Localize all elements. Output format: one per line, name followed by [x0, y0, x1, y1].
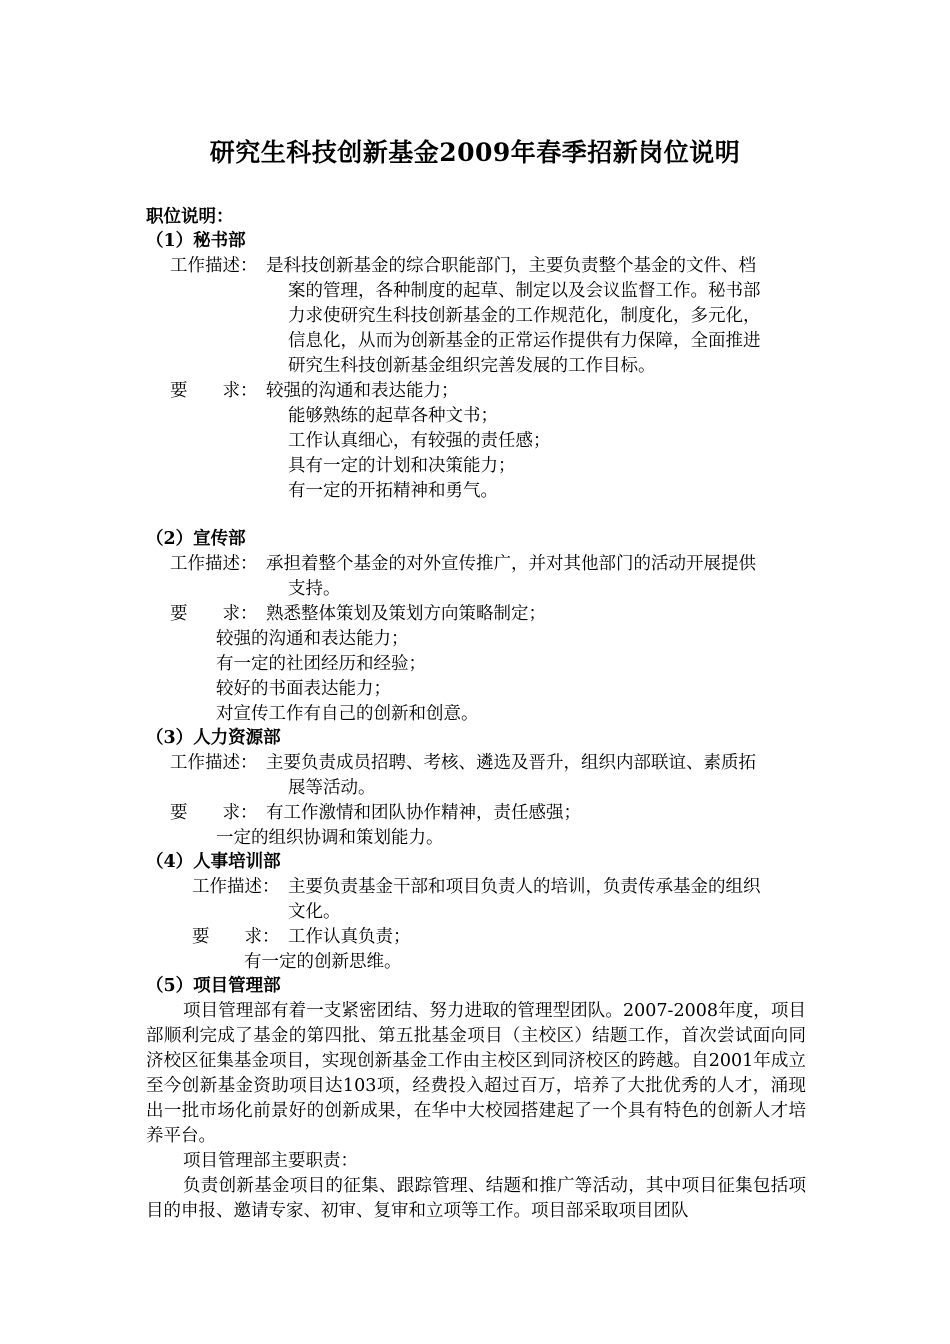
- s1-desc-line: 信息化，从而为创新基金的正常运作提供有力保障，全面推进: [288, 331, 761, 351]
- s3-desc-label: 工作描述：: [170, 753, 258, 773]
- s2-req-line: 熟悉整体策划及策划方向策略制定；: [266, 604, 546, 624]
- s2-req-line: 对宣传工作有自己的创新和创意。: [216, 704, 479, 724]
- s2-req-line: 较强的沟通和表达能力；: [216, 629, 409, 649]
- section-4-title: （4）人事培训部: [146, 852, 281, 872]
- s5-duties-heading: 项目管理部主要职责：: [183, 1151, 358, 1171]
- s1-desc-line: 研究生科技创新基金组织完善发展的工作目标。: [288, 356, 656, 376]
- s4-req-label: 要 求：: [192, 927, 280, 947]
- s1-req-line: 具有一定的计划和决策能力；: [288, 456, 516, 476]
- s1-desc-line: 力求使研究生科技创新基金的工作规范化，制度化，多元化，: [288, 306, 761, 326]
- s1-desc-label: 工作描述：: [170, 256, 258, 276]
- s4-desc-label: 工作描述：: [192, 877, 280, 897]
- s4-desc-line: 文化。: [288, 902, 341, 922]
- section-1-title: （1）秘书部: [146, 231, 246, 251]
- s4-desc-line: 主要负责基金干部和项目负责人的培训，负责传承基金的组织: [288, 877, 761, 897]
- s3-desc-line: 展等活动。: [288, 778, 376, 798]
- s3-req-line: 有工作激情和团队协作精神，责任感强；: [266, 803, 581, 823]
- s1-req-line: 工作认真细心，有较强的责任感；: [288, 431, 551, 451]
- s2-req-line: 有一定的社团经历和经验；: [216, 654, 426, 674]
- section-3-title: （3）人力资源部: [146, 728, 281, 748]
- s1-req-label: 要 求：: [170, 381, 258, 401]
- s5-paragraph: 负责创新基金项目的征集、跟踪管理、结题和推广等活动，其中项目征集包括项目的申报、邀请专家、初审、复审和立项等工作。项目部采取项目团队: [146, 1176, 806, 1221]
- s2-desc-label: 工作描述：: [170, 554, 258, 574]
- s3-req-label: 要 求：: [170, 803, 258, 823]
- s5-paragraph: 项目管理部有着一支紧密团结、努力进取的管理型团队。2007-2008年度，项目部顺利完成了基金的第四批、第五批基金项目（主校区）结题工作，首次尝试面向同济校区征集基金项目，实现创新基金工作由主校区到同济校区的跨越。自2001年成立至今创新基金资助项目达103项，经费投入超过百万，培养了大批优秀的人才，涌现出一批市场化前景好的创新成果，在华中大校园搭建起了一个具有特色的创新人才培养平台。: [146, 1001, 806, 1146]
- s1-req-line: 较强的沟通和表达能力；: [266, 381, 459, 401]
- s2-desc-line: 承担着整个基金的对外宣传推广，并对其他部门的活动开展提供: [266, 554, 756, 574]
- s1-desc-line: 案的管理，各种制度的起草、制定以及会议监督工作。秘书部: [288, 281, 761, 301]
- s2-desc-line: 支持。: [288, 579, 341, 599]
- s4-req-line: 工作认真负责；: [288, 927, 411, 947]
- s4-req-line: 有一定的创新思维。: [244, 952, 402, 972]
- s2-req-label: 要 求：: [170, 604, 258, 624]
- document-title: 研究生科技创新基金2009年春季招新岗位说明: [209, 138, 741, 167]
- s1-desc-line: 是科技创新基金的综合职能部门，主要负责整个基金的文件、档: [266, 256, 756, 276]
- section-heading: 职位说明：: [146, 207, 234, 227]
- s1-req-line: 有一定的开拓精神和勇气。: [288, 481, 498, 501]
- s3-desc-line: 主要负责成员招聘、考核、遴选及晋升，组织内部联谊、素质拓: [266, 753, 756, 773]
- s2-req-line: 较好的书面表达能力；: [216, 679, 391, 699]
- s1-req-line: 能够熟练的起草各种文书；: [288, 406, 498, 426]
- section-5-title: （5）项目管理部: [146, 976, 281, 996]
- s3-req-line: 一定的组织协调和策划能力。: [216, 828, 444, 848]
- section-2-title: （2）宣传部: [146, 529, 246, 549]
